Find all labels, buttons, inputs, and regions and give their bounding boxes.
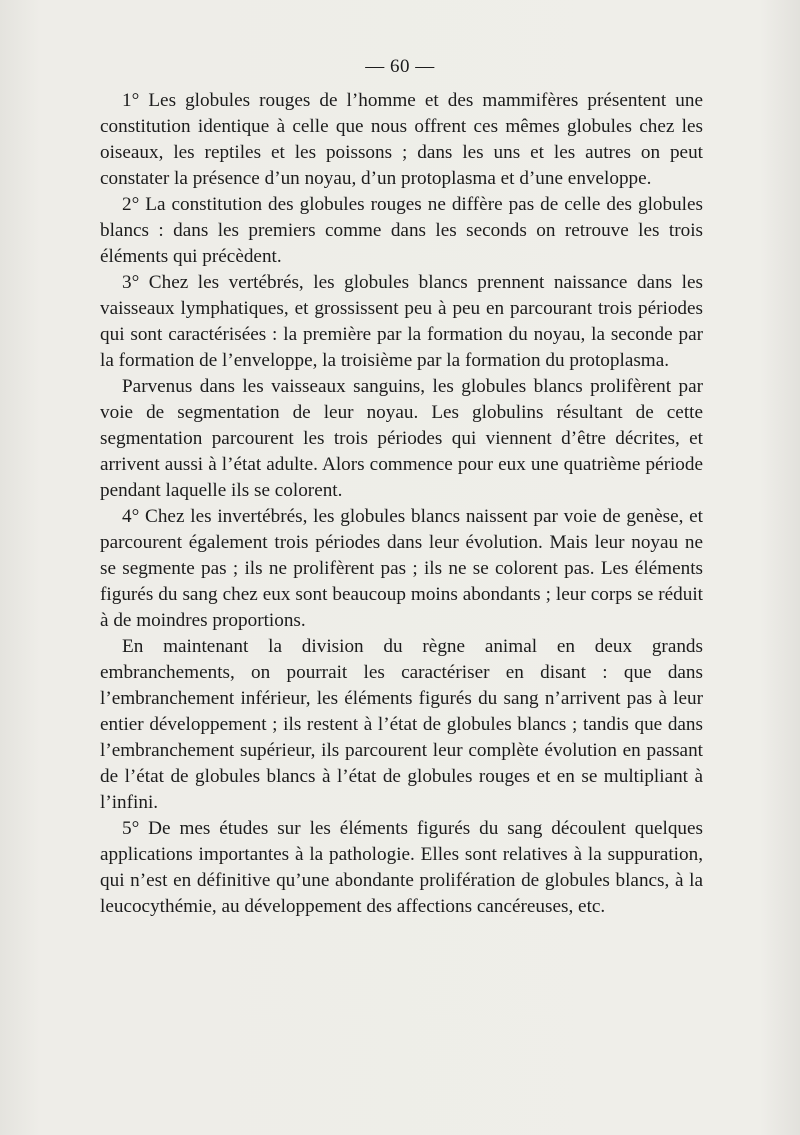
paragraph-5: 4° Chez les invertébrés, les globules blancs naissent par voie de genèse, et parcourent également trois périodes dans leur évolution. Mais leur noyau ne se segmente pas ; ils ne prolifèrent pas ; ils ne se colorent pas. Les éléments figurés du sang chez eux sont beaucoup moins abondants ; leur corps se réduit à de moindres proportions. bbox=[100, 506, 703, 631]
page-number: — 60 — bbox=[365, 56, 435, 77]
paragraph-3: 3° Chez les vertébrés, les globules blancs prennent naissance dans les vaisseaux lymphatiques, et grossissent peu à peu en parcourant trois périodes qui sont caractérisées : la première par la formation du noyau, la seconde par la formation de l’enveloppe, la troisième par la formation du protoplasma. bbox=[100, 272, 703, 371]
paragraph-7: 5° De mes études sur les éléments figurés du sang découlent quelques applications importantes à la pathologie. Elles sont relatives à la suppuration, qui n’est en définitive qu’une abondante prolifération de globules blancs, à la leucocythémie, au développement des affections cancéreuses, etc. bbox=[100, 818, 703, 917]
paragraph-6: En maintenant la division du règne animal en deux grands embranchements, on pourrait les caractériser en disant : que dans l’embranchement inférieur, les éléments figurés du sang n’arrivent pas à leur entier développement ; ils restent à l’état de globules blancs ; tandis que dans l’embranchement supérieur, ils parcourent leur complète évolution en passant de l’état de globules blancs à l’état de globules rouges et en se multipliant à l’infini. bbox=[100, 636, 703, 813]
body-text bbox=[100, 88, 703, 920]
paragraph-4: Parvenus dans les vaisseaux sanguins, les globules blancs prolifèrent par voie de segmentation de leur noyau. Les globulins résultant de cette segmentation parcourent les trois périodes qui viennent d’être décrites, et arrivent aussi à l’état adulte. Alors commence pour eux une quatrième période pendant laquelle ils se colorent. bbox=[100, 376, 703, 501]
paragraph-2: 2° La constitution des globules rouges ne diffère pas de celle des globules blancs : dans les premiers comme dans les seconds on retrouve les trois éléments qui précèdent. bbox=[100, 194, 703, 267]
paragraph-1: 1° Les globules rouges de l’homme et des mammifères présentent une constitution identique à celle que nous offrent ces mêmes globules chez les oiseaux, les reptiles et les poissons ; dans les uns et les autres on peut constater la présence d’un noyau, d’un protoplasma et d’une enveloppe. bbox=[100, 90, 703, 189]
